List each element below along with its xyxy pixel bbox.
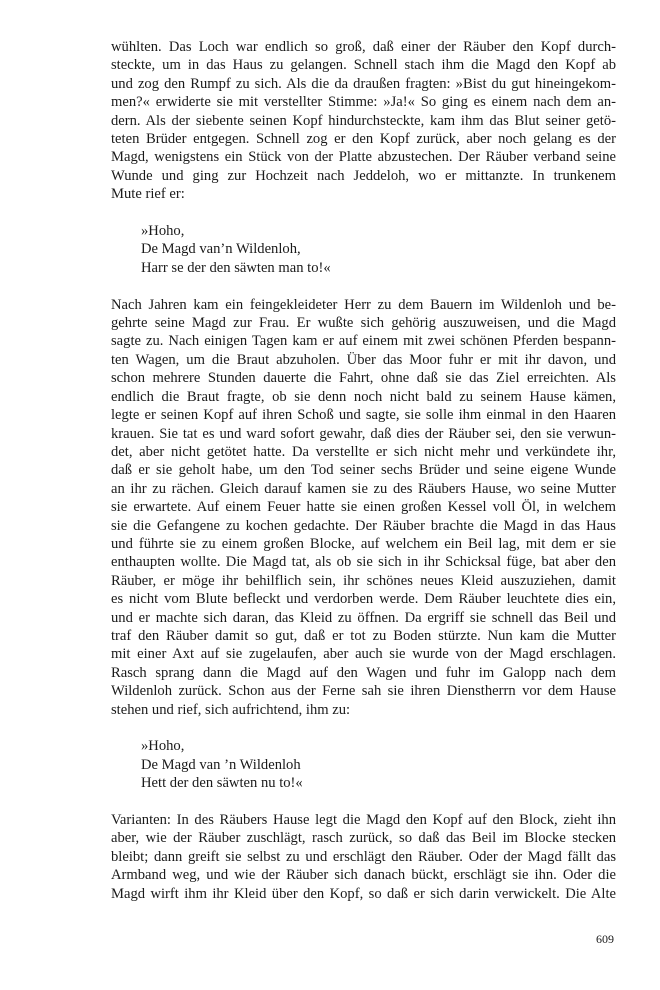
text-line: dern. Als der siebente seinen Kopf hindurchsteckte, kam ihm das Blut seiner getö- [111,112,616,129]
text-line: Nach Jahren kam ein feingekleideter Herr zu dem Bauern im Wildenloh und be- [111,296,616,313]
text-line: bleibt; dann greift sie selbst zu und erschlägt den Räuber. Oder der Magd fällt das [111,848,616,865]
page-body [111,38,616,903]
text-line: stehen und rief, sich aufrichtend, ihm zu: [111,701,351,718]
verse-line: Hett der den säwten nu to!« [141,775,303,792]
text-line: det, aber nicht getötet hatte. Da verstellte er sich nicht mehr und verkündete ihr, [111,443,616,460]
text-line: enthaupten wollte. Die Magd tat, als ob sie sich in ihr Schicksal füge, bat aber den [111,554,616,571]
text-line: ten Wagen, um die Braut abzuholen. Über das Moor fuhr er mit ihr davon, und [111,351,616,368]
text-line: sagte zu. Nach einigen Tagen kam er auf einem mit zwei schönen Pferden bespann- [111,333,616,350]
text-line: gehrte seine Magd zur Frau. Er wußte sich gehörig auszuweisen, und die Magd [111,315,616,332]
paragraph-1 [111,38,616,204]
text-line: aber, wie der Räuber zuschlägt, rasch zurück, so daß das Beil im Blocke stecken [111,830,616,847]
verse-line: De Magd van’n Wildenloh, [141,241,301,258]
text-line: und führte sie zu einem großen Blocke, auf welchem ein Beil lag, mit dem er sie [111,535,616,552]
text-line: Varianten: In des Räubers Hause legt die Magd den Kopf auf den Block, zieht ihn [111,812,616,828]
text-line: schon mehrere Stunden dauerte die Fahrt, ohne daß sie das Ziel erreichten. Als [111,370,616,387]
text-line: es nicht vom Blute befleckt und verdorben werde. Dem Räuber leuchtete dies ein, [111,591,616,608]
text-line: und er machte sich daran, das Kleid zu öffnen. Da ergriff sie schnell das Beil und [111,609,616,626]
text-line: steckte, um in das Haus zu gelangen. Schnell stach ihm die Magd den Kopf ab [111,57,616,74]
text-line: Magd wirft ihm ihr Kleid über den Kopf, so daß er sich darin verwickelt. Die Alte [111,885,616,902]
text-line: Magd, wenigstens ein Stück von der Platte abzustechen. Der Räuber verband seine [111,149,616,166]
paragraph-2 [111,296,616,719]
text-line: sie erwartete. Auf einem Feuer hatte sie einen großen Kessel voll Öl, in welchem [111,499,616,516]
text-line: Armband weg, und wie der Räuber sich danach bückt, erschlägt sie ihn. Oder die [111,867,616,884]
verse-2 [141,737,616,792]
verse-line: De Magd van ’n Wildenloh [141,756,301,773]
text-line: und zog den Rumpf zu sich. Als die da draußen fragten: »Bist du gut hineingekom- [111,75,616,92]
text-line: men?« erwiderte sie mit verstellter Stimme: »Ja!« So ging es einem nach dem an- [111,94,616,111]
text-line: teten Brüder entgegen. Schnell zog er den Kopf zurück, aber noch gelang es der [111,131,616,148]
text-line: daß er sie geholt habe, um den Tod seiner sechs Brüder und seine eigene Wunde [111,462,616,479]
text-line: legte er seinen Kopf auf ihren Schoß und sagte, sie solle ihm einmal in den Haaren [111,407,616,424]
verse-1 [141,222,616,277]
text-line: Wildenloh zurück. Schon aus der Ferne sah sie ihren Dienstherrn vor dem Hause [111,683,616,700]
text-line: an ihr zu rächen. Gleich darauf kamen sie zu des Räubers Hause, wo seine Mutter [111,480,616,497]
paragraph-3 [111,811,616,903]
page-number: 609 [596,932,614,946]
text-line: wühlten. Das Loch war endlich so groß, daß einer der Räuber den Kopf durch- [111,39,616,55]
text-line: mit einer Axt auf sie zugelaufen, aber auch sie wurde von der Magd erschlagen. [111,646,616,663]
text-line: endlich die Braut fragte, ob sie denn noch nicht bald zu seinem Hause kämen, [111,388,616,405]
text-line: sie die Gefangene zu kochen gedachte. Der Räuber brachte die Magd in das Haus [111,517,616,534]
text-line: traf den Räuber damit so gut, daß er tot zu Boden stürzte. Nun kam die Mutter [111,627,616,644]
text-line: Rasch sprang dann die Magd auf den Wagen und fuhr im Galopp nach dem [111,664,616,681]
verse-line: »Hoho, [141,223,185,240]
verse-line: Harr se der den säwten man to!« [141,259,331,276]
text-line: krauen. Sie tat es und ward sofort gewahr, daß dies der Räuber sei, den sie verwun- [111,425,616,442]
text-line: Mute rief er: [111,186,185,203]
verse-line: »Hoho, [141,738,185,755]
text-line: Räuber, er möge ihr behilflich sein, ihr schönes neues Kleid auszuziehen, damit [111,572,616,589]
text-line: Wunde und ging zur Hochzeit nach Jeddeloh, wo er mittanzte. In trunkenem [111,167,616,184]
